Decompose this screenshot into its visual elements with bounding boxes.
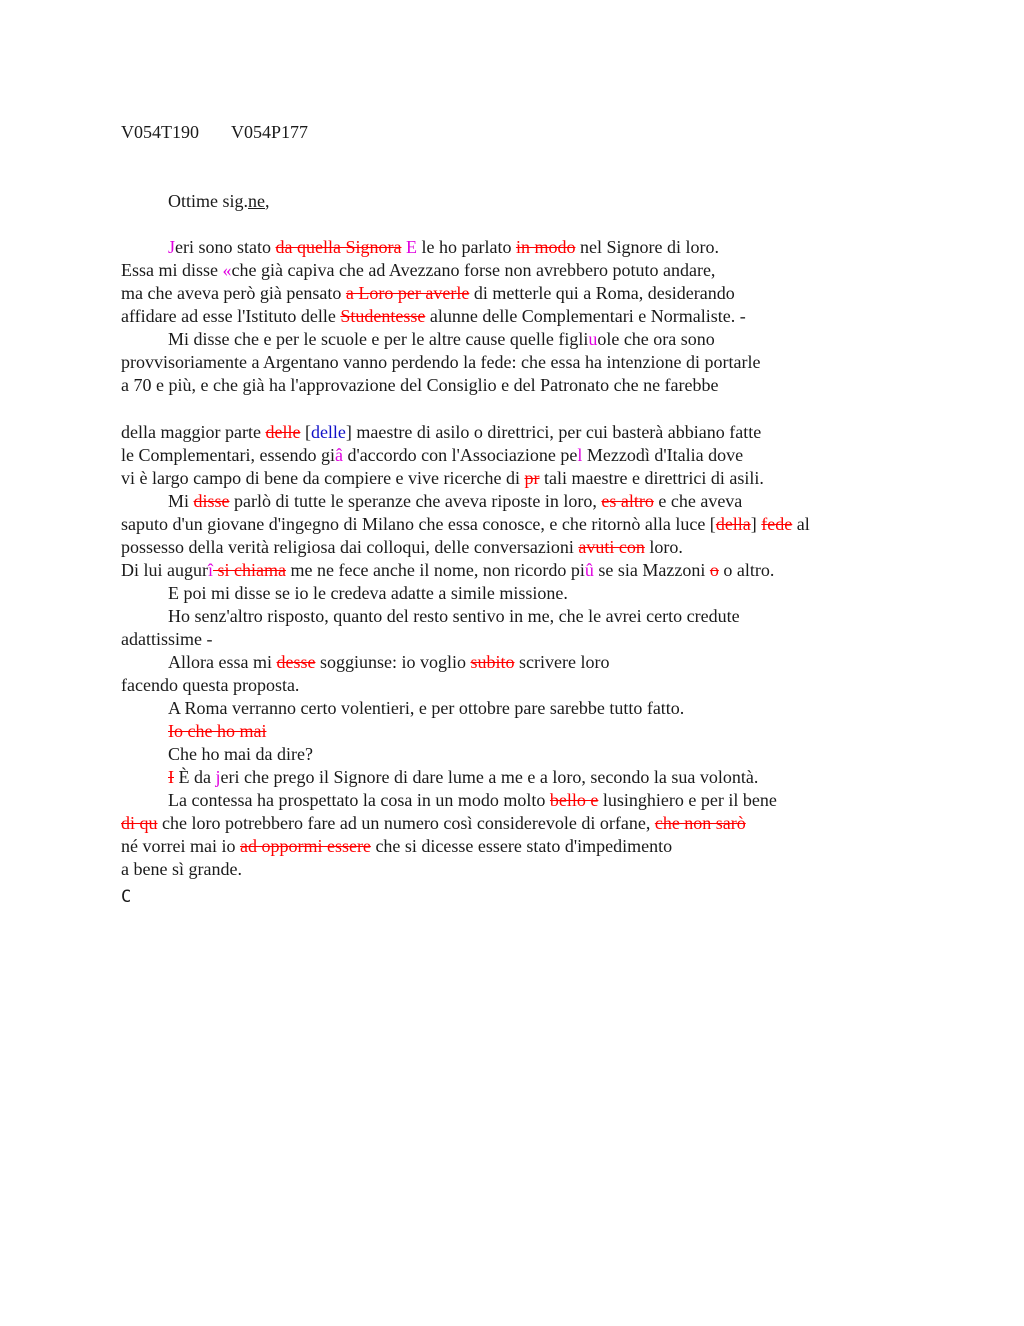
deleted-text: I — [168, 767, 174, 787]
text-line-2: Essa mi disse «che già capiva che ad Avezzano forse non avrebbero potuto andare, — [121, 260, 716, 280]
deleted-text: bello e — [549, 790, 599, 810]
text-line-8: della maggior parte delle [delle] maestre di asilo o direttrici, per cui basterà abbiano fatte — [121, 422, 762, 442]
inserted-text: J — [168, 237, 176, 257]
inserted-text: « — [222, 260, 232, 280]
editorial-insertion: delle — [310, 422, 346, 442]
deleted-text: desse — [276, 652, 316, 672]
text-line-9: le Complementari, essendo giâ d'accordo con l'Associazione pel Mezzodì d'Italia dove — [121, 445, 744, 465]
deleted-text: disse — [193, 491, 230, 511]
text-line-10: vi è largo campo di bene da compiere e vive ricerche di pr tali maestre e direttrici di asili. — [121, 468, 764, 488]
text-line-11: Mi disse parlò di tutte le speranze che aveva riposte in loro, es altro e che aveva — [168, 491, 743, 511]
footer-mark: C — [121, 887, 132, 907]
deleted-text: fede — [761, 514, 793, 534]
text-line-24: La contessa ha prospettato la cosa in un modo molto bello e lusinghiero e per il bene — [168, 790, 777, 810]
text-line-3: ma che aveva però già pensato a Loro per averle di metterle qui a Roma, desiderando — [121, 283, 735, 303]
text-line-27: a bene sì grande. — [121, 859, 242, 879]
deleted-text: da quella Signora — [275, 237, 402, 257]
text-line-15: E poi mi disse se io le credeva adatte a simile missione. — [168, 583, 568, 603]
text-line-1: Jeri sono stato da quella Signora E le ho parlato in modo nel Signore di loro. — [168, 237, 719, 257]
inserted-text: j — [215, 767, 221, 787]
deleted-text: della — [715, 514, 751, 534]
inserted-text: E — [405, 237, 417, 257]
deleted-text: Studentesse — [340, 306, 426, 326]
deleted-text: pr — [524, 468, 540, 488]
text-line-23: I È da jeri che prego il Signore di dare lume a me e a loro, secondo la sua volontà. — [168, 767, 759, 787]
text-line-12: saputo d'un giovane d'ingegno di Milano che essa conosce, e che ritornò alla luce [della] fede al — [121, 514, 810, 534]
deleted-text: subito — [470, 652, 515, 672]
deleted-text: a Loro per averle — [345, 283, 470, 303]
document-code-right: V054P177 — [231, 122, 309, 142]
text-line-20: A Roma verranno certo volentieri, e per ottobre pare sarebbe tutto fatto. — [168, 698, 685, 718]
abbreviation-underlined: ne — [248, 191, 265, 211]
deleted-text: che non sarò — [654, 813, 746, 833]
document-code-left: V054T190 — [121, 122, 199, 142]
inserted-text: l — [577, 445, 583, 465]
inserted-text: â — [334, 445, 343, 465]
deleted-text: di qu — [121, 813, 158, 833]
text-line-21 — [168, 720, 266, 743]
text-line-18: Allora essa mi desse soggiunse: io voglio subito scrivere loro — [168, 652, 610, 672]
deleted-text: in modo — [515, 237, 576, 257]
text-line-14: Di lui augurî si chiama me ne fece anche il nome, non ricordo piû se sia Mazzoni o o altro. — [121, 560, 775, 580]
deleted-text: o — [709, 560, 719, 580]
text-line-16: Ho senz'altro risposto, quanto del resto sentivo in me, che le avrei certo credute — [168, 606, 740, 626]
salutation: Ottime sig.ne, — [168, 191, 270, 211]
deleted-text: Io che ho mai — [168, 721, 267, 741]
deleted-text: es altro — [601, 491, 654, 511]
text-line-19: facendo questa proposta. — [121, 675, 300, 695]
text-line-5: Mi disse che e per le scuole e per le altre cause quelle figliuole che ora sono — [168, 329, 715, 349]
text-line-7: a 70 e più, e che già ha l'approvazione del Consiglio e del Patronato che ne farebbe — [121, 375, 719, 395]
document-header — [121, 121, 308, 144]
text-line-17: adattissime - — [121, 629, 213, 649]
text-line-25: di qu che loro potrebbero fare ad un numero così considerevole di orfane, che non sarò — [121, 813, 746, 833]
inserted-text: î — [208, 560, 214, 580]
text-line-22: Che ho mai da dire? — [168, 744, 313, 764]
inserted-text: û — [584, 560, 594, 580]
text-line-6: provvisoriamente a Argentano vanno perdendo la fede: che essa ha intenzione di portarle — [121, 352, 761, 372]
inserted-text: u — [588, 329, 598, 349]
deleted-text: avuti con — [578, 537, 645, 557]
deleted-text: si chiama — [213, 560, 286, 580]
text-line-4: affidare ad esse l'Istituto delle Studentesse alunne delle Complementari e Normaliste. - — [121, 306, 746, 326]
text-line-26: né vorrei mai io ad oppormi essere che si dicesse essere stato d'impedimento — [121, 836, 673, 856]
deleted-text: delle — [265, 422, 301, 442]
text-line-13: possesso della verità religiosa dai colloqui, delle conversazioni avuti con loro. — [121, 537, 683, 557]
deleted-text: ad oppormi essere — [239, 836, 371, 856]
